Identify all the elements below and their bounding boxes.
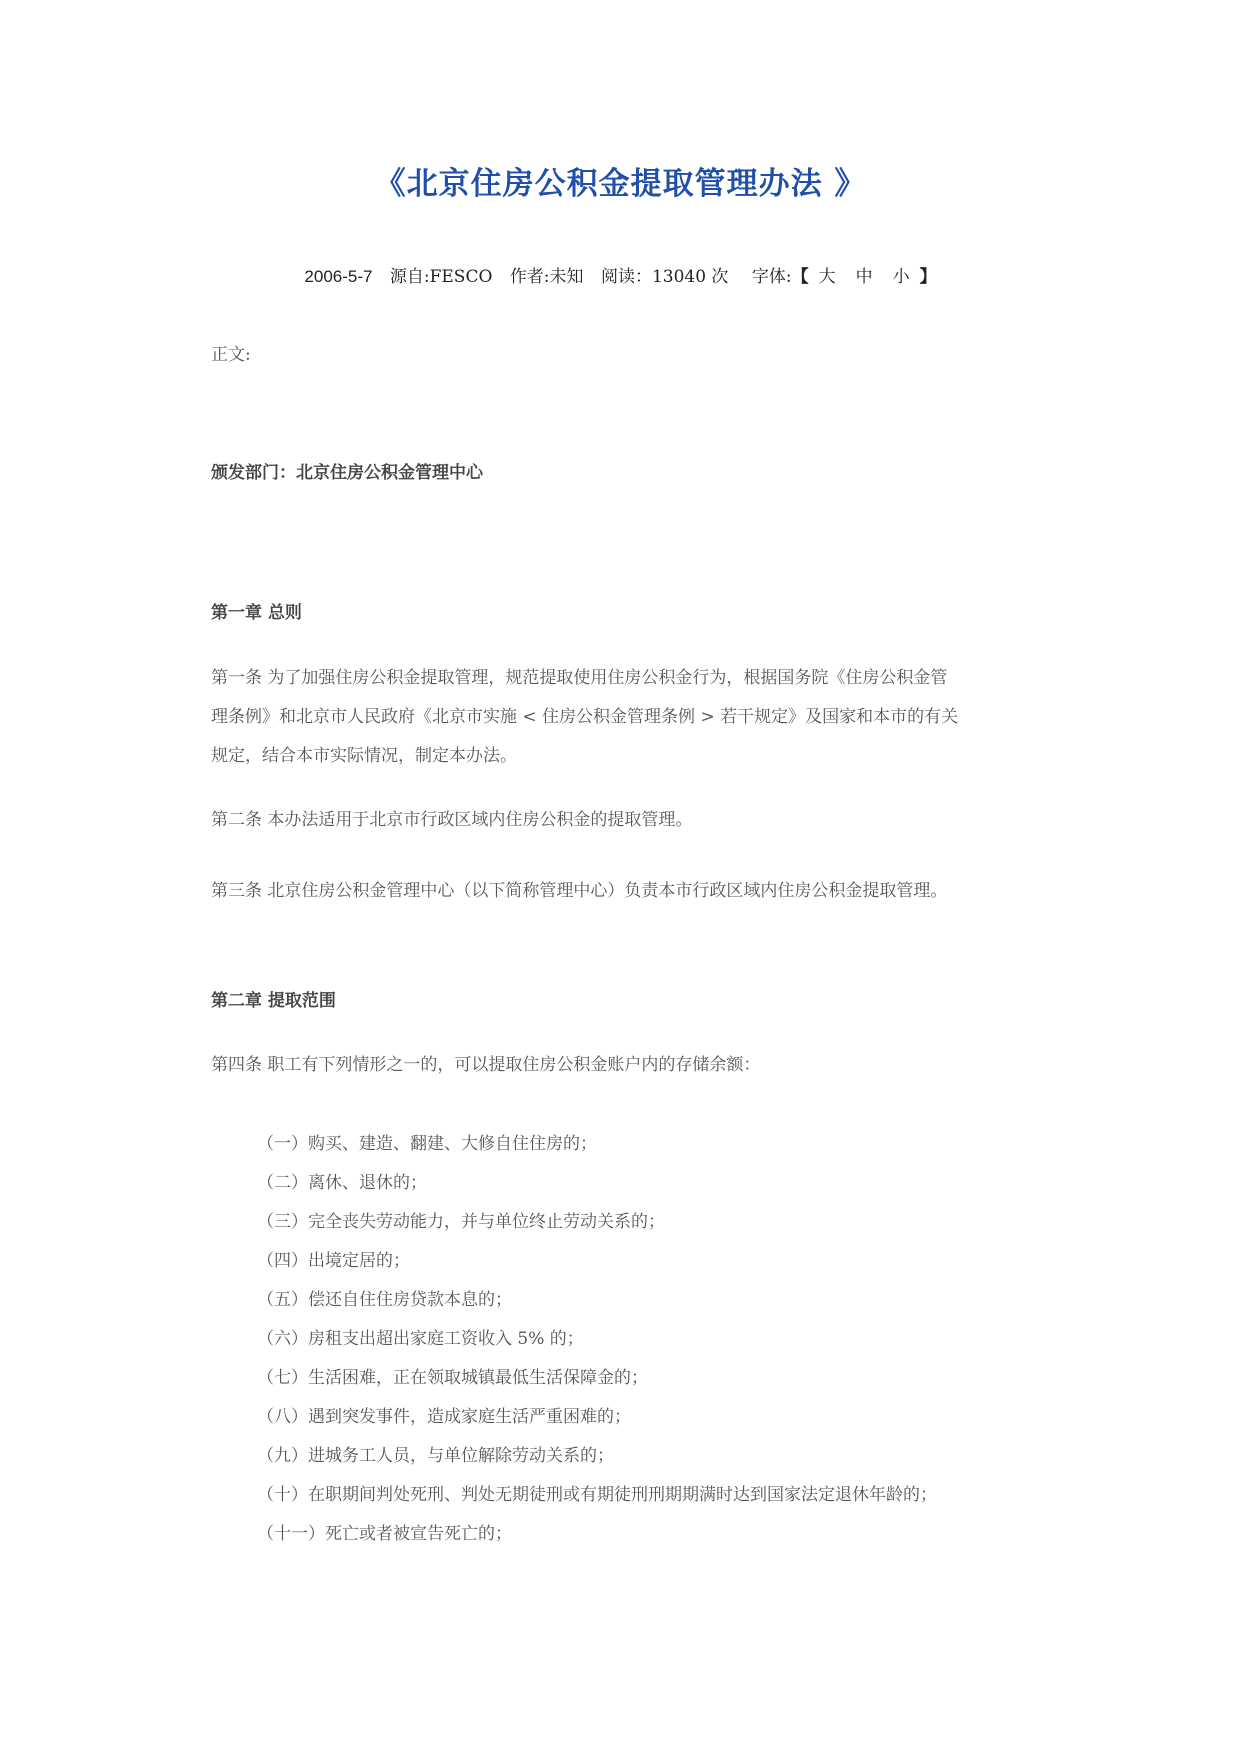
list-item: （十）在职期间判处死刑、判处无期徒刑或有期徒刑刑期期满时达到国家法定退休年龄的； — [257, 1485, 937, 1505]
chapter-heading: 第二章 提取范围 — [211, 991, 336, 1011]
list-item: （五）偿还自住住房贷款本息的； — [257, 1290, 512, 1310]
list-item: （九）进城务工人员，与单位解除劳动关系的； — [257, 1446, 614, 1466]
article-1-line: 规定，结合本市实际情况，制定本办法。 — [211, 746, 517, 766]
article-2 — [211, 801, 1036, 840]
font-size-control — [746, 267, 937, 287]
list-item: （六）房租支出超出家庭工资收入 5% 的； — [257, 1329, 584, 1349]
list-item: （三）完全丧失劳动能力，并与单位终止劳动关系的； — [257, 1212, 665, 1232]
body-label: 正文: — [211, 345, 251, 365]
article-1-line: 第一条 为了加强住房公积金提取管理，规范提取使用住房公积金行为，根据国务院《住房公积金管 — [211, 668, 948, 688]
font-large-link[interactable]: 大 — [818, 267, 836, 287]
article-4 — [211, 1046, 1036, 1085]
list-item: （二）离休、退休的； — [257, 1173, 427, 1193]
list-item: （七）生活困难，正在领取城镇最低生活保障金的； — [257, 1368, 648, 1388]
article-1 — [211, 659, 1036, 776]
font-medium-link[interactable]: 中 — [855, 267, 873, 287]
font-bracket-close: 】 — [919, 267, 937, 287]
article-meta — [0, 262, 1241, 287]
page-title: 《北京住房公积金提取管理办法 》 — [374, 166, 867, 202]
source-label: 源自:FESCO — [389, 267, 493, 287]
article-1-line: 理条例》和北京市人民政府《北京市实施 < 住房公积金管理条例 > 若干规定》及国家和本市的有关 — [211, 707, 959, 727]
article-3 — [211, 872, 1036, 911]
read-count: 阅读：13040 次 — [600, 267, 729, 287]
font-bracket-open: 【 — [791, 267, 809, 287]
article-2-text: 第二条 本办法适用于北京市行政区域内住房公积金的提取管理。 — [211, 810, 693, 830]
article-3-text: 第三条 北京住房公积金管理中心（以下简称管理中心）负责本市行政区域内住房公积金提取管理。 — [211, 881, 948, 901]
list-item: （十一）死亡或者被宣告死亡的； — [257, 1524, 512, 1544]
article-4-text: 第四条 职工有下列情形之一的，可以提取住房公积金账户内的存储余额： — [211, 1055, 761, 1075]
list-item: （一）购买、建造、翻建、大修自住住房的； — [257, 1134, 597, 1154]
withdrawal-conditions-list — [257, 1125, 937, 1554]
issuing-department: 颁发部门：北京住房公积金管理中心 — [211, 463, 483, 483]
publish-date: 2006-5-7 — [304, 267, 373, 286]
chapter-heading: 第一章 总则 — [211, 603, 302, 623]
author-label: 作者:未知 — [509, 267, 584, 287]
list-item: （四）出境定居的； — [257, 1251, 410, 1271]
font-size-label: 字体: — [751, 267, 792, 287]
font-small-link[interactable]: 小 — [892, 267, 910, 287]
list-item: （八）遇到突发事件，造成家庭生活严重困难的； — [257, 1407, 631, 1427]
